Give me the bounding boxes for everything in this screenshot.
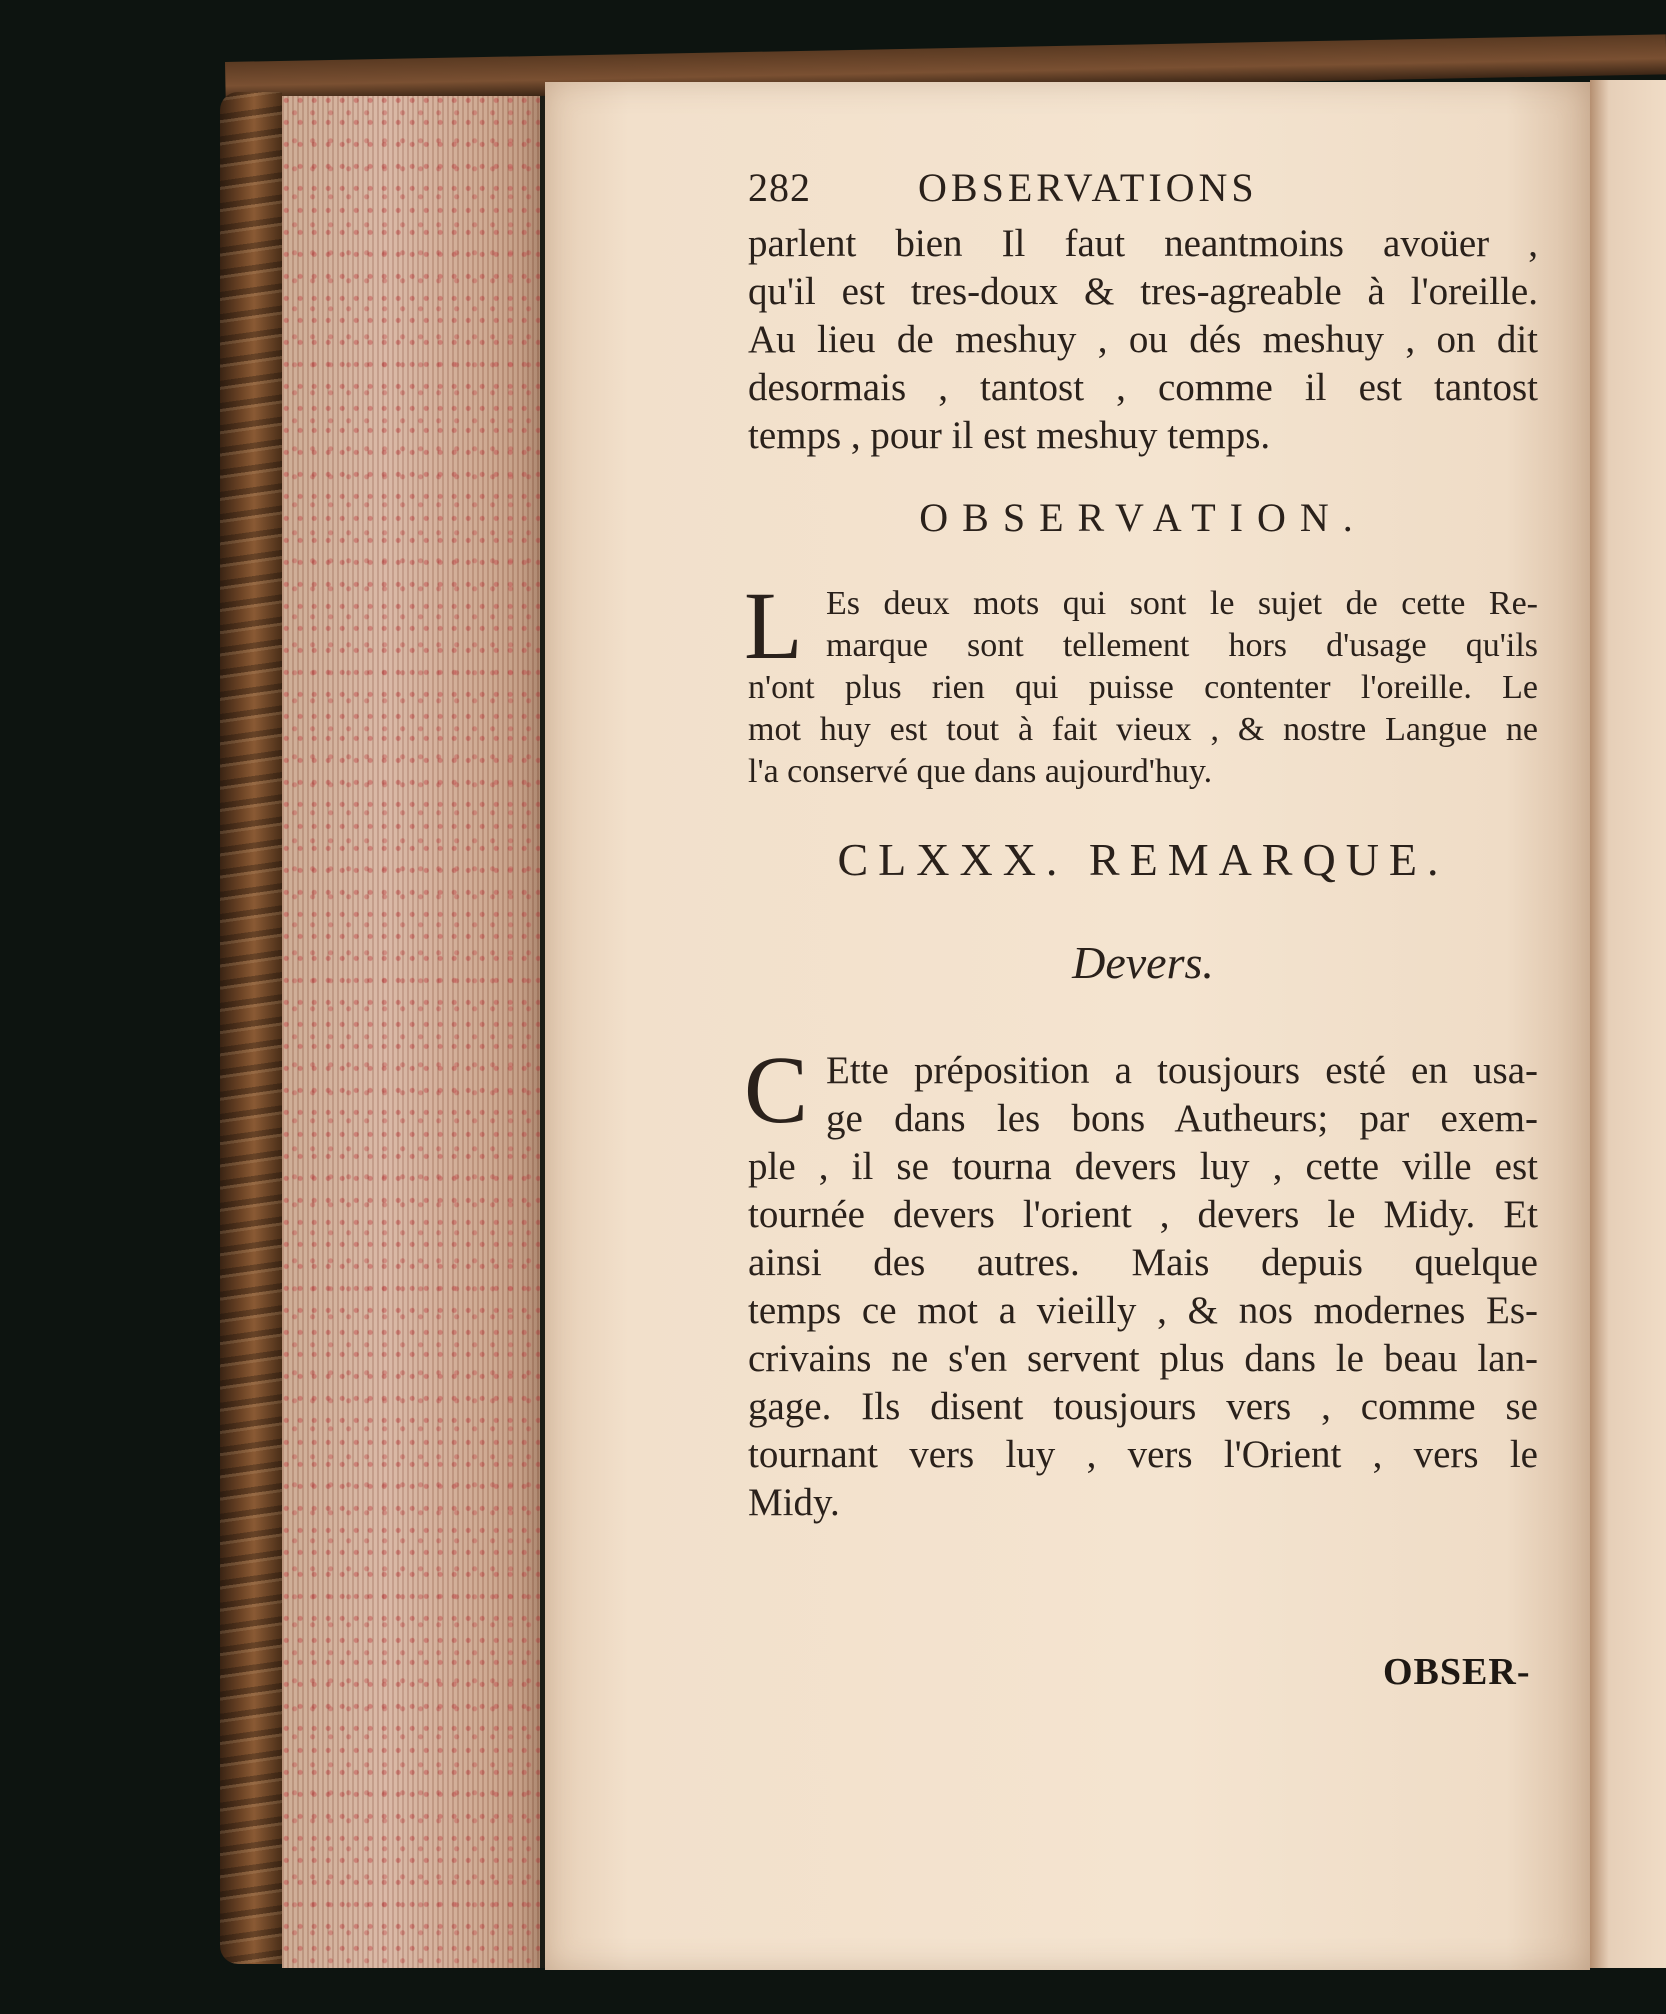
text-line: ge dans les bons Autheurs; par exem- (826, 1097, 1538, 1140)
text-line: Ette préposition a tousjours esté en usa- (826, 1049, 1538, 1092)
text-line: tournée devers l'orient , devers le Midy. Et (748, 1193, 1538, 1236)
page-block-edge (282, 96, 540, 1968)
running-head (748, 160, 1538, 220)
observation-paragraph (744, 572, 1538, 793)
running-title: OBSERVATIONS (918, 165, 1258, 210)
book-spine (220, 92, 282, 1964)
continuation-paragraph (748, 220, 1538, 460)
page-text (744, 160, 1538, 1527)
text-line: marque sont tellement hors d'usage qu'ils (826, 627, 1538, 664)
text-line: Midy. (748, 1481, 840, 1524)
text-line: ple , il se tourna devers luy , cette ville est (748, 1145, 1538, 1188)
text-line: n'ont plus rien qui puisse contenter l'oreille. Le (748, 669, 1538, 706)
page-number: 282 (748, 165, 811, 210)
text-line: mot huy est tout à fait vieux , & nostre Langue ne (748, 711, 1538, 748)
text-line: Es deux mots qui sont le sujet de cette Re- (826, 585, 1538, 622)
text-line: temps ce mot a vieilly , & nos modernes Es- (748, 1289, 1538, 1332)
catchword: OBSER- (1383, 1651, 1531, 1693)
text-line: Au lieu de meshuy , ou dés meshuy , on dit (748, 318, 1538, 361)
text-line: temps , pour il est meshuy temps. (748, 414, 1271, 457)
remarque-heading: CLXXX. REMARQUE. (837, 834, 1449, 885)
text-line: l'a conservé que dans aujourd'huy. (748, 753, 1213, 790)
remarque-title: Devers. (1072, 937, 1214, 988)
text-line: qu'il est tres-doux & tres-agreable à l'oreille. (748, 270, 1538, 313)
text-line: desormais , tantost , comme il est tantost (748, 366, 1538, 409)
text-line: tournant vers luy , vers l'Orient , vers le (748, 1433, 1538, 1476)
text-line: crivains ne s'en servent plus dans le beau lan- (748, 1337, 1538, 1380)
remarque-paragraph (744, 1036, 1538, 1527)
observation-dropcap: L (744, 572, 803, 679)
text-line: gage. Ils disent tousjours vers , comme se (748, 1385, 1538, 1428)
text-line: parlent bien Il faut neantmoins avoüer , (748, 222, 1538, 265)
facing-page-edge (1590, 80, 1666, 1968)
text-line: ainsi des autres. Mais depuis quelque (748, 1241, 1538, 1284)
observation-heading: OBSERVATION. (919, 495, 1367, 540)
remarque-dropcap: C (744, 1036, 809, 1143)
